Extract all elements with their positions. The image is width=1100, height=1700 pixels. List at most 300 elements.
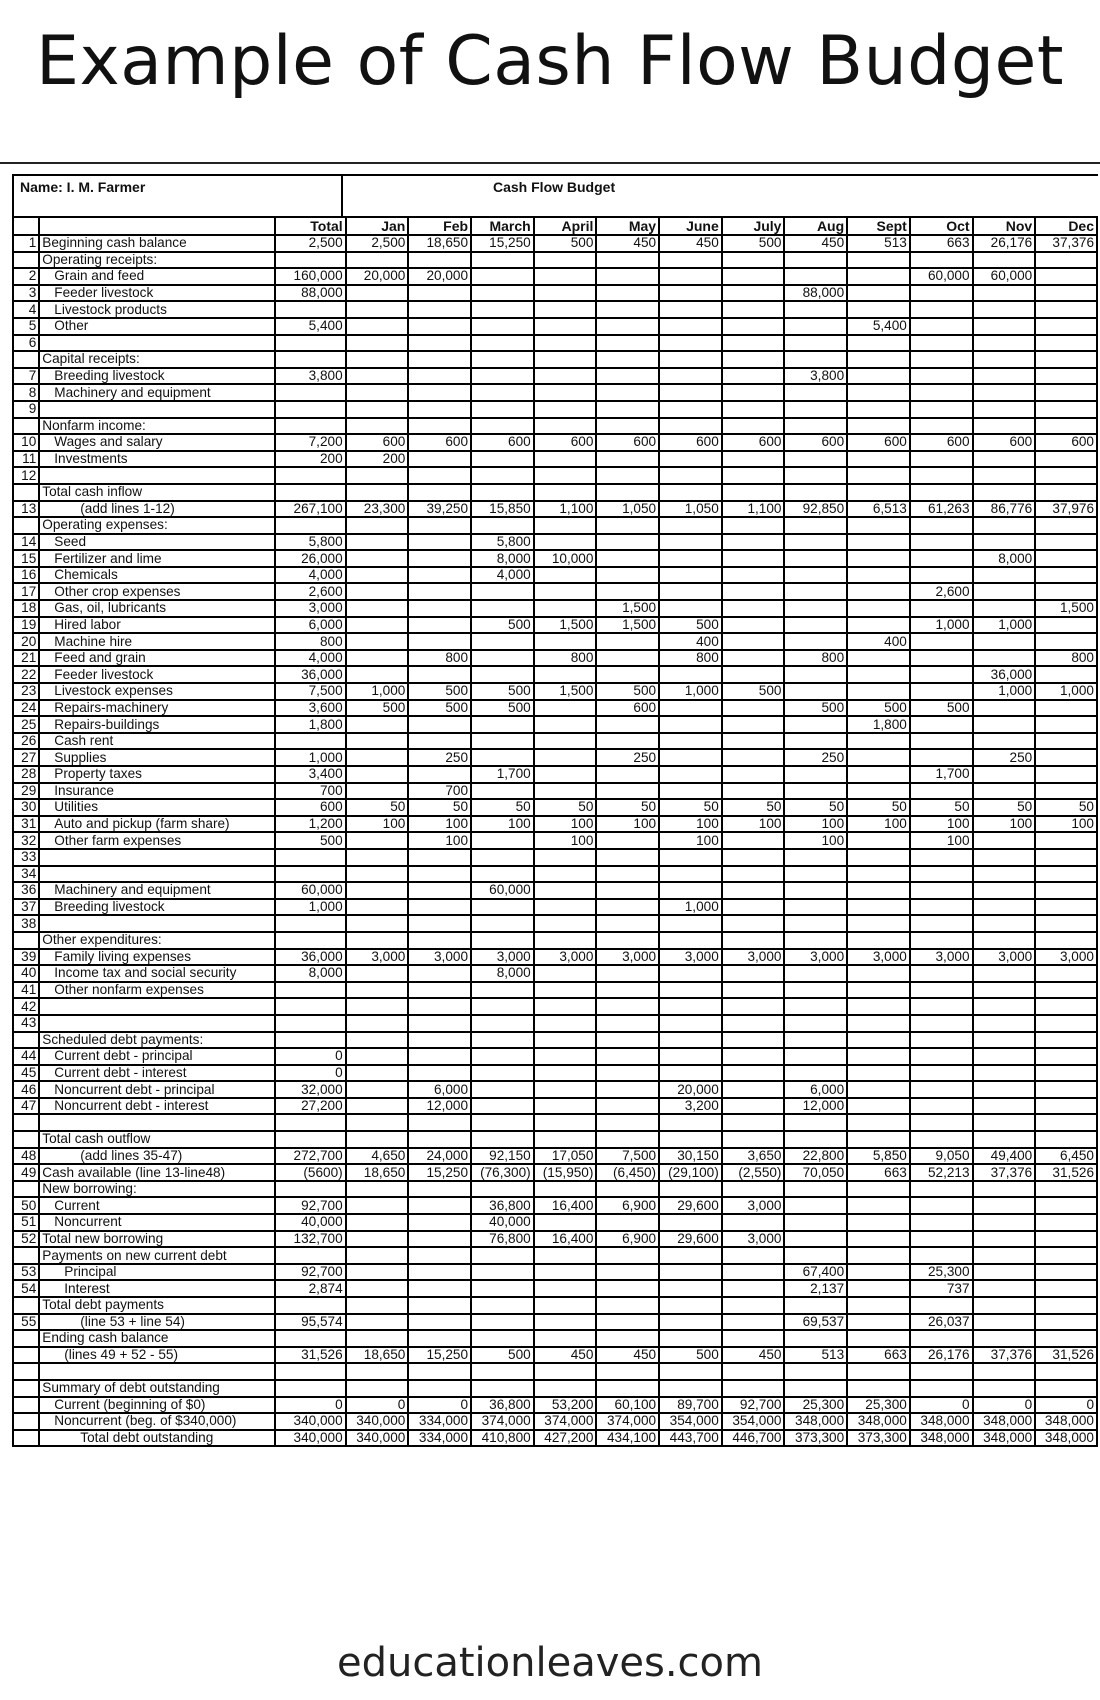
table-row <box>13 832 1097 849</box>
cell-april <box>534 418 597 435</box>
cell-dec <box>1035 467 1097 484</box>
cell-june <box>659 1247 722 1264</box>
cell-total: 800 <box>275 633 346 650</box>
line-number-header <box>13 217 39 235</box>
cell-aug <box>784 633 847 650</box>
cell-nov: 50 <box>973 799 1036 816</box>
cell-jan <box>346 666 409 683</box>
cell-dec <box>1035 617 1097 634</box>
line-number: 36 <box>13 882 39 899</box>
table-row <box>13 1214 1097 1231</box>
cell-april: 1,100 <box>534 501 597 518</box>
cell-oct <box>910 965 973 982</box>
cell-april <box>534 600 597 617</box>
cell-sept <box>847 982 910 999</box>
cell-july <box>722 567 785 584</box>
row-label: Insurance <box>39 783 275 800</box>
cell-march <box>471 733 534 750</box>
row-label: Beginning cash balance <box>39 235 275 252</box>
cell-jan <box>346 318 409 335</box>
line-number: 27 <box>13 749 39 766</box>
cell-total <box>275 1131 346 1148</box>
cell-june <box>659 1297 722 1314</box>
cell-sept <box>847 567 910 584</box>
cell-feb <box>408 666 471 683</box>
cell-dec <box>1035 700 1097 717</box>
cell-oct: 600 <box>910 434 973 451</box>
cell-total <box>275 866 346 883</box>
cell-sept <box>847 1197 910 1214</box>
cell-dec <box>1035 1231 1097 1248</box>
cell-may <box>596 1131 659 1148</box>
cell-aug <box>784 849 847 866</box>
cell-oct <box>910 1297 973 1314</box>
cell-jan: 1,000 <box>346 683 409 700</box>
line-number <box>13 1330 39 1347</box>
table-row <box>13 932 1097 949</box>
cell-nov: 100 <box>973 816 1036 833</box>
cell-jan: 50 <box>346 799 409 816</box>
line-number: 32 <box>13 832 39 849</box>
row-label: Other <box>39 318 275 335</box>
cell-sept <box>847 600 910 617</box>
cell-nov <box>973 1363 1036 1380</box>
cell-sept <box>847 368 910 385</box>
cell-aug: 500 <box>784 700 847 717</box>
cell-march <box>471 318 534 335</box>
cell-july <box>722 832 785 849</box>
cell-nov: 0 <box>973 1397 1036 1414</box>
cell-dec <box>1035 1081 1097 1098</box>
cell-may <box>596 932 659 949</box>
cell-dec: 31,526 <box>1035 1347 1097 1364</box>
table-row <box>13 1231 1097 1248</box>
cell-june: 89,700 <box>659 1397 722 1414</box>
cell-nov <box>973 252 1036 269</box>
cell-march: 92,150 <box>471 1148 534 1165</box>
cell-march: 36,800 <box>471 1397 534 1414</box>
cell-nov: 60,000 <box>973 268 1036 285</box>
cell-dec <box>1035 517 1097 534</box>
cell-nov <box>973 351 1036 368</box>
cell-june <box>659 1131 722 1148</box>
cell-jan <box>346 1197 409 1214</box>
cell-sept <box>847 1114 910 1131</box>
cell-june <box>659 1048 722 1065</box>
line-number: 44 <box>13 1048 39 1065</box>
cell-dec <box>1035 318 1097 335</box>
line-number: 53 <box>13 1264 39 1281</box>
cell-march <box>471 716 534 733</box>
cell-july: 3,000 <box>722 1197 785 1214</box>
cell-sept: 100 <box>847 816 910 833</box>
cell-june <box>659 252 722 269</box>
cell-dec <box>1035 418 1097 435</box>
cell-total: 160,000 <box>275 268 346 285</box>
cell-sept: 6,513 <box>847 501 910 518</box>
row-label: Machinery and equipment <box>39 882 275 899</box>
cell-aug <box>784 484 847 501</box>
row-label: Cash available (line 13-line48) <box>39 1164 275 1181</box>
cell-march <box>471 998 534 1015</box>
cell-sept: 500 <box>847 700 910 717</box>
cell-april <box>534 932 597 949</box>
cell-total: 3,000 <box>275 600 346 617</box>
cell-july <box>722 583 785 600</box>
cell-march <box>471 1114 534 1131</box>
cell-nov <box>973 1264 1036 1281</box>
cell-april: 100 <box>534 816 597 833</box>
table-row <box>13 434 1097 451</box>
cell-may: 6,900 <box>596 1197 659 1214</box>
cell-dec <box>1035 932 1097 949</box>
row-label: Total cash outflow <box>39 1131 275 1148</box>
table-row <box>13 1131 1097 1148</box>
cell-may <box>596 1264 659 1281</box>
cell-june <box>659 534 722 551</box>
cell-nov <box>973 1280 1036 1297</box>
cell-june <box>659 932 722 949</box>
cell-total <box>275 1114 346 1131</box>
cell-march: 100 <box>471 816 534 833</box>
column-header-july: July <box>722 217 785 235</box>
cell-june <box>659 1314 722 1331</box>
table-row <box>13 335 1097 352</box>
cell-april <box>534 700 597 717</box>
cell-july <box>722 1380 785 1397</box>
cell-june <box>659 1181 722 1198</box>
cell-july <box>722 666 785 683</box>
cell-march <box>471 335 534 352</box>
cell-total <box>275 418 346 435</box>
cell-may <box>596 318 659 335</box>
cell-may: 1,500 <box>596 617 659 634</box>
cell-total <box>275 1297 346 1314</box>
cell-aug <box>784 451 847 468</box>
cell-june <box>659 1380 722 1397</box>
cell-nov <box>973 982 1036 999</box>
table-row <box>13 567 1097 584</box>
cell-june <box>659 318 722 335</box>
cell-june: 500 <box>659 617 722 634</box>
cell-april <box>534 982 597 999</box>
cell-dec: 6,450 <box>1035 1148 1097 1165</box>
cell-aug <box>784 318 847 335</box>
cell-total: 92,700 <box>275 1197 346 1214</box>
cell-sept <box>847 899 910 916</box>
row-label: Interest <box>39 1280 275 1297</box>
cell-june <box>659 965 722 982</box>
cell-jan <box>346 1081 409 1098</box>
cell-feb: 6,000 <box>408 1081 471 1098</box>
cell-aug <box>784 965 847 982</box>
cell-oct <box>910 882 973 899</box>
cell-jan <box>346 1015 409 1032</box>
cell-may <box>596 268 659 285</box>
line-number: 47 <box>13 1098 39 1115</box>
cell-april: 500 <box>534 235 597 252</box>
cell-march <box>471 832 534 849</box>
cell-dec <box>1035 351 1097 368</box>
cell-aug <box>784 335 847 352</box>
line-number: 8 <box>13 384 39 401</box>
table-row <box>13 866 1097 883</box>
cell-sept <box>847 849 910 866</box>
cell-nov <box>973 1114 1036 1131</box>
cell-total: 3,800 <box>275 368 346 385</box>
cell-nov <box>973 583 1036 600</box>
row-label: Other farm expenses <box>39 832 275 849</box>
cell-feb <box>408 849 471 866</box>
cell-total: 31,526 <box>275 1347 346 1364</box>
table-row <box>13 749 1097 766</box>
cell-total: 200 <box>275 451 346 468</box>
cell-march <box>471 401 534 418</box>
cell-feb <box>408 1181 471 1198</box>
cell-july <box>722 1214 785 1231</box>
row-label: Income tax and social security <box>39 965 275 982</box>
table-row <box>13 1363 1097 1380</box>
line-number: 50 <box>13 1197 39 1214</box>
cell-total <box>275 932 346 949</box>
table-row <box>13 849 1097 866</box>
cell-oct <box>910 633 973 650</box>
cell-may <box>596 1032 659 1049</box>
row-label: Current debt - principal <box>39 1048 275 1065</box>
row-label: Capital receipts: <box>39 351 275 368</box>
cell-july <box>722 301 785 318</box>
cell-oct <box>910 1214 973 1231</box>
cell-july <box>722 998 785 1015</box>
cell-total: 2,500 <box>275 235 346 252</box>
cell-dec: 1,000 <box>1035 683 1097 700</box>
cell-total: 26,000 <box>275 550 346 567</box>
cell-march: 40,000 <box>471 1214 534 1231</box>
cell-dec <box>1035 915 1097 932</box>
cell-march: 15,850 <box>471 501 534 518</box>
cell-sept <box>847 268 910 285</box>
cell-nov <box>973 401 1036 418</box>
cell-nov <box>973 451 1036 468</box>
cell-nov <box>973 700 1036 717</box>
cell-oct: 1,700 <box>910 766 973 783</box>
cell-oct: 60,000 <box>910 268 973 285</box>
cell-july <box>722 318 785 335</box>
cell-june <box>659 666 722 683</box>
cell-total <box>275 335 346 352</box>
cell-jan <box>346 384 409 401</box>
cell-june: 1,050 <box>659 501 722 518</box>
cell-aug <box>784 783 847 800</box>
cell-aug: 12,000 <box>784 1098 847 1115</box>
cell-april <box>534 351 597 368</box>
row-label: Total cash inflow <box>39 484 275 501</box>
cell-june <box>659 1280 722 1297</box>
title-divider <box>0 162 1100 164</box>
cell-march <box>471 899 534 916</box>
cell-aug <box>784 733 847 750</box>
column-header-may: May <box>596 217 659 235</box>
cell-sept <box>847 285 910 302</box>
line-number: 22 <box>13 666 39 683</box>
cell-may: (6,450) <box>596 1164 659 1181</box>
cell-jan: 500 <box>346 700 409 717</box>
cell-april <box>534 583 597 600</box>
cell-april: 100 <box>534 832 597 849</box>
cell-dec <box>1035 766 1097 783</box>
cell-april <box>534 1065 597 1082</box>
cell-march: 60,000 <box>471 882 534 899</box>
line-number: 49 <box>13 1164 39 1181</box>
cell-june <box>659 1114 722 1131</box>
row-label: Grain and feed <box>39 268 275 285</box>
farmer-name: Name: I. M. Farmer <box>14 176 343 216</box>
column-header-dec: Dec <box>1035 217 1097 235</box>
cell-sept: 600 <box>847 434 910 451</box>
cell-sept <box>847 1330 910 1347</box>
cell-nov <box>973 1098 1036 1115</box>
cell-july <box>722 1081 785 1098</box>
cell-dec <box>1035 534 1097 551</box>
cell-july <box>722 700 785 717</box>
cell-may: 500 <box>596 683 659 700</box>
line-number: 51 <box>13 1214 39 1231</box>
cell-july <box>722 1280 785 1297</box>
cell-oct <box>910 401 973 418</box>
cell-march <box>471 666 534 683</box>
cell-dec <box>1035 849 1097 866</box>
cell-feb: 100 <box>408 816 471 833</box>
cell-jan <box>346 1363 409 1380</box>
cell-july: 500 <box>722 235 785 252</box>
column-header-april: April <box>534 217 597 235</box>
cell-dec <box>1035 451 1097 468</box>
table-row <box>13 1148 1097 1165</box>
cell-total: 1,000 <box>275 899 346 916</box>
cell-march: 410,800 <box>471 1430 534 1447</box>
cell-july: 92,700 <box>722 1397 785 1414</box>
line-number <box>13 418 39 435</box>
cash-flow-sheet <box>12 174 1098 1447</box>
sheet-title: Cash Flow Budget <box>493 179 616 195</box>
cell-nov <box>973 932 1036 949</box>
cell-april: 17,050 <box>534 1148 597 1165</box>
cell-oct: 348,000 <box>910 1430 973 1447</box>
table-row <box>13 484 1097 501</box>
cell-july <box>722 550 785 567</box>
cell-aug <box>784 600 847 617</box>
cell-nov <box>973 517 1036 534</box>
cell-may <box>596 733 659 750</box>
cell-sept <box>847 1181 910 1198</box>
cell-march <box>471 1131 534 1148</box>
cell-feb: 24,000 <box>408 1148 471 1165</box>
cell-may <box>596 384 659 401</box>
cell-march <box>471 1297 534 1314</box>
cell-total: 500 <box>275 832 346 849</box>
line-number: 39 <box>13 949 39 966</box>
cell-aug <box>784 617 847 634</box>
line-number: 43 <box>13 1015 39 1032</box>
row-label: Family living expenses <box>39 949 275 966</box>
cell-dec <box>1035 899 1097 916</box>
cell-aug <box>784 1065 847 1082</box>
cell-june <box>659 467 722 484</box>
cell-oct <box>910 1247 973 1264</box>
cell-nov <box>973 335 1036 352</box>
cell-jan <box>346 1098 409 1115</box>
cell-may <box>596 716 659 733</box>
cell-april <box>534 1081 597 1098</box>
row-label <box>39 915 275 932</box>
cell-july <box>722 1015 785 1032</box>
cell-dec <box>1035 550 1097 567</box>
cell-feb <box>408 351 471 368</box>
table-row <box>13 550 1097 567</box>
cell-march <box>471 1065 534 1082</box>
cell-april: 16,400 <box>534 1231 597 1248</box>
cell-jan: 340,000 <box>346 1413 409 1430</box>
cell-oct <box>910 1330 973 1347</box>
cell-dec <box>1035 666 1097 683</box>
cell-feb <box>408 915 471 932</box>
cell-nov <box>973 1197 1036 1214</box>
cell-june <box>659 384 722 401</box>
line-number: 21 <box>13 650 39 667</box>
cell-dec <box>1035 1247 1097 1264</box>
cell-june: 1,000 <box>659 899 722 916</box>
cell-nov <box>973 766 1036 783</box>
cell-dec <box>1035 401 1097 418</box>
cell-march <box>471 467 534 484</box>
table-row <box>13 368 1097 385</box>
cell-jan <box>346 849 409 866</box>
cell-jan <box>346 1214 409 1231</box>
cell-total: 5,400 <box>275 318 346 335</box>
cell-oct <box>910 982 973 999</box>
cell-may: 50 <box>596 799 659 816</box>
table-row <box>13 1347 1097 1364</box>
line-number: 42 <box>13 998 39 1015</box>
cell-aug: 250 <box>784 749 847 766</box>
cell-jan <box>346 550 409 567</box>
cell-total <box>275 351 346 368</box>
table-row <box>13 301 1097 318</box>
cell-feb <box>408 617 471 634</box>
cell-dec: 348,000 <box>1035 1430 1097 1447</box>
cell-aug <box>784 1032 847 1049</box>
cell-july <box>722 1131 785 1148</box>
cell-total <box>275 517 346 534</box>
cell-july <box>722 749 785 766</box>
cell-june <box>659 766 722 783</box>
cell-dec <box>1035 368 1097 385</box>
cell-march: 50 <box>471 799 534 816</box>
cell-aug: 100 <box>784 816 847 833</box>
cell-jan <box>346 1380 409 1397</box>
cell-aug <box>784 1214 847 1231</box>
cell-sept: 663 <box>847 1347 910 1364</box>
cell-may <box>596 351 659 368</box>
cell-june <box>659 567 722 584</box>
table-row <box>13 1330 1097 1347</box>
row-label: Repairs-buildings <box>39 716 275 733</box>
table-row <box>13 534 1097 551</box>
line-number: 2 <box>13 268 39 285</box>
cell-nov <box>973 285 1036 302</box>
cell-jan <box>346 965 409 982</box>
cell-june <box>659 1330 722 1347</box>
